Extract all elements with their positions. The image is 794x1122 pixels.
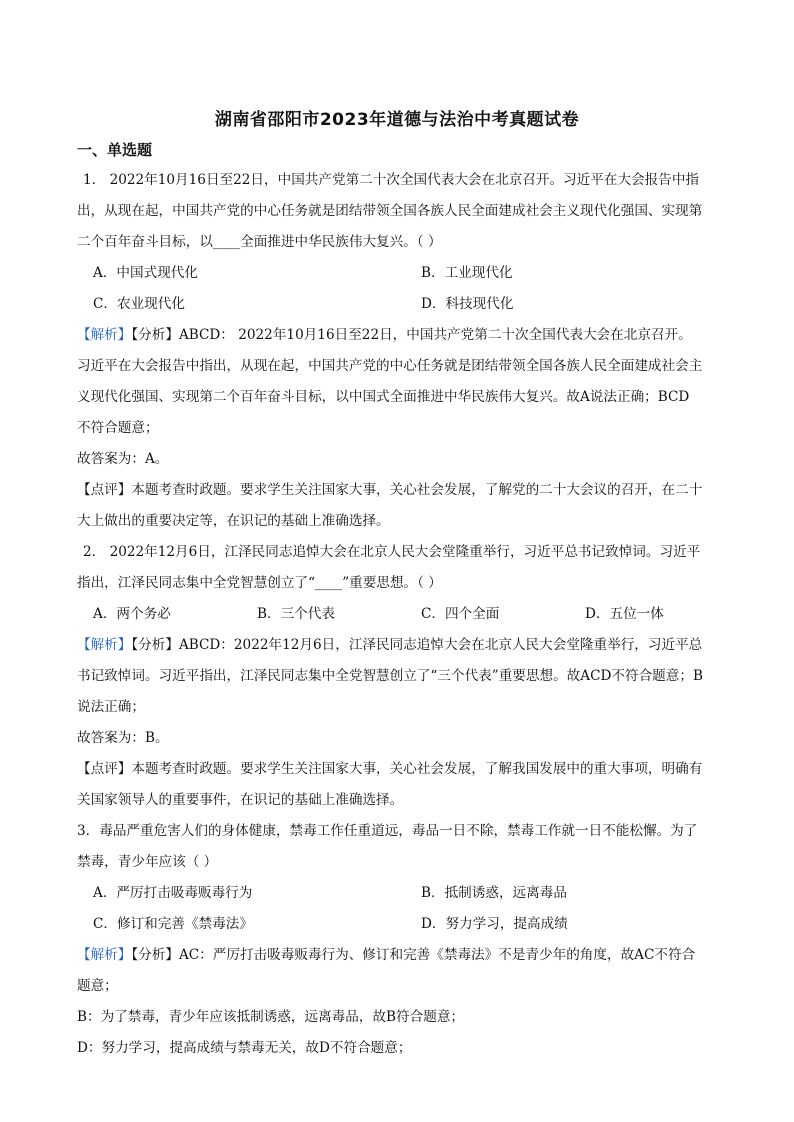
q2-analysis-line: 说法正确； <box>77 699 145 715</box>
q1-analysis-line <box>77 320 749 351</box>
q1-comment-line: 大上做出的重要决定等，在识记的基础上准确选择。 <box>77 513 390 529</box>
q2-options-row <box>77 599 749 630</box>
q1-option-a: A．中国式现代化 <box>93 265 198 281</box>
q3-option-b: B．抵制诱惑，远离毒品 <box>421 885 567 901</box>
q2-option-a: A．两个务必 <box>93 606 171 622</box>
q2-analysis-line <box>77 630 749 661</box>
q1-option-b: B．工业现代化 <box>421 265 513 281</box>
q3-stem-line: 3．毒品严重危害人们的身体健康，禁毒工作任重道远，毒品一日不除，禁毒工作就一日不能松懈。为了 <box>77 823 698 839</box>
comment-tag: 【点评】 <box>77 761 132 777</box>
q1-comment-text: 本题考查时政题。要求学生关注国家大事，关心社会发展，了解党的二十大会议的召开，在二十 <box>131 482 703 498</box>
q1-stem-line: 1． 2022年10月16日至22日，中国共产党第二十次全国代表大会在北京召开。习近平在大会报告中指 <box>83 172 700 188</box>
question-list <box>77 165 749 1064</box>
q1-options-row <box>77 258 749 289</box>
q1-options-row <box>77 289 749 320</box>
q1-analysis-line: 义现代化强国、实现第二个百年奋斗目标，以中国式全面推进中华民族伟大复兴。故A说法正确；BCD <box>77 389 690 405</box>
q3-option-d: D．努力学习，提高成绩 <box>421 916 568 932</box>
q1-analysis-text: ABCD： 2022年10月16日至22日，中国共产党第二十次全国代表大会在北京召开。 <box>178 327 692 343</box>
q1-option-c: C．农业现代化 <box>93 296 185 312</box>
fenxi-tag: 【分析】 <box>131 637 179 653</box>
q1-stem-line: 二个百年奋斗目标，以____全面推进中华民族伟大复兴。（ ） <box>77 234 442 250</box>
fenxi-tag: 【分析】 <box>131 947 179 963</box>
q3-options-row <box>77 909 749 940</box>
analysis-tag: 【解析】 <box>77 637 132 653</box>
q3-option-a: A．严厉打击吸毒贩毒行为 <box>93 885 253 901</box>
q3-analysis-line <box>77 940 749 971</box>
q1-stem-line: 出，从现在起，中国共产党的中心任务就是团结带领全国各族人民全面建成社会主义现代化强国、实现第 <box>77 203 703 219</box>
q2-option-c: C．四个全面 <box>421 606 500 622</box>
fenxi-tag: 【分析】 <box>131 327 179 343</box>
q2-analysis-line: 书记致悼词。习近平指出，江泽民同志集中全党智慧创立了“三个代表”重要思想。故ACD不符合题意；B <box>77 668 703 684</box>
analysis-tag: 【解析】 <box>77 327 132 343</box>
q2-answer-line: 故答案为：B。 <box>77 730 169 746</box>
q2-comment-line: 关国家领导人的重要事件，在识记的基础上准确选择。 <box>77 792 404 808</box>
section-heading: 一、单选题 <box>77 141 153 159</box>
q1-analysis-line: 不符合题意； <box>77 420 159 436</box>
analysis-tag: 【解析】 <box>77 947 132 963</box>
q1-answer-line: 故答案为：A。 <box>77 451 169 467</box>
q3-analysis-line: B：为了禁毒，青少年应该抵制诱惑，远离毒品，故B符合题意； <box>77 1009 465 1025</box>
q2-option-d: D．五位一体 <box>585 606 664 622</box>
q3-analysis-line: 题意； <box>77 978 118 994</box>
q2-comment-line <box>77 754 749 785</box>
page-title: 湖南省邵阳市2023年道德与法治中考真题试卷 <box>214 110 580 130</box>
q3-analysis-text: AC：严厉打击吸毒贩毒行为、修订和完善《禁毒法》不是青少年的角度，故AC不符合 <box>178 947 696 963</box>
q2-stem-line: 2． 2022年12月6日，江泽民同志追悼大会在北京人民大会堂隆重举行，习近平总书记致悼词。习近平 <box>83 544 701 560</box>
q3-stem-line: 禁毒，青少年应该（ ） <box>77 854 218 870</box>
q1-analysis-line: 习近平在大会报告中指出，从现在起，中国共产党的中心任务就是团结带领全国各族人民全面建成社会主 <box>77 358 703 374</box>
q3-analysis-line: D：努力学习，提高成绩与禁毒无关，故D不符合题意； <box>77 1040 412 1056</box>
q2-comment-text: 本题考查时政题。要求学生关注国家大事，关心社会发展，了解我国发展中的重大事项，明确有 <box>131 761 703 777</box>
q1-comment-line <box>77 475 749 506</box>
q1-option-d: D．科技现代化 <box>421 296 514 312</box>
q3-option-c: C．修订和完善《禁毒法》 <box>93 916 253 932</box>
comment-tag: 【点评】 <box>77 482 132 498</box>
q2-stem-line: 指出，江泽民同志集中全党智慧创立了“____”重要思想。（ ） <box>77 575 442 591</box>
q2-option-b: B．三个代表 <box>257 606 335 622</box>
q3-options-row <box>77 878 749 909</box>
q2-analysis-text: ABCD：2022年12月6日，江泽民同志追悼大会在北京人民大会堂隆重举行，习近平总 <box>178 637 703 653</box>
